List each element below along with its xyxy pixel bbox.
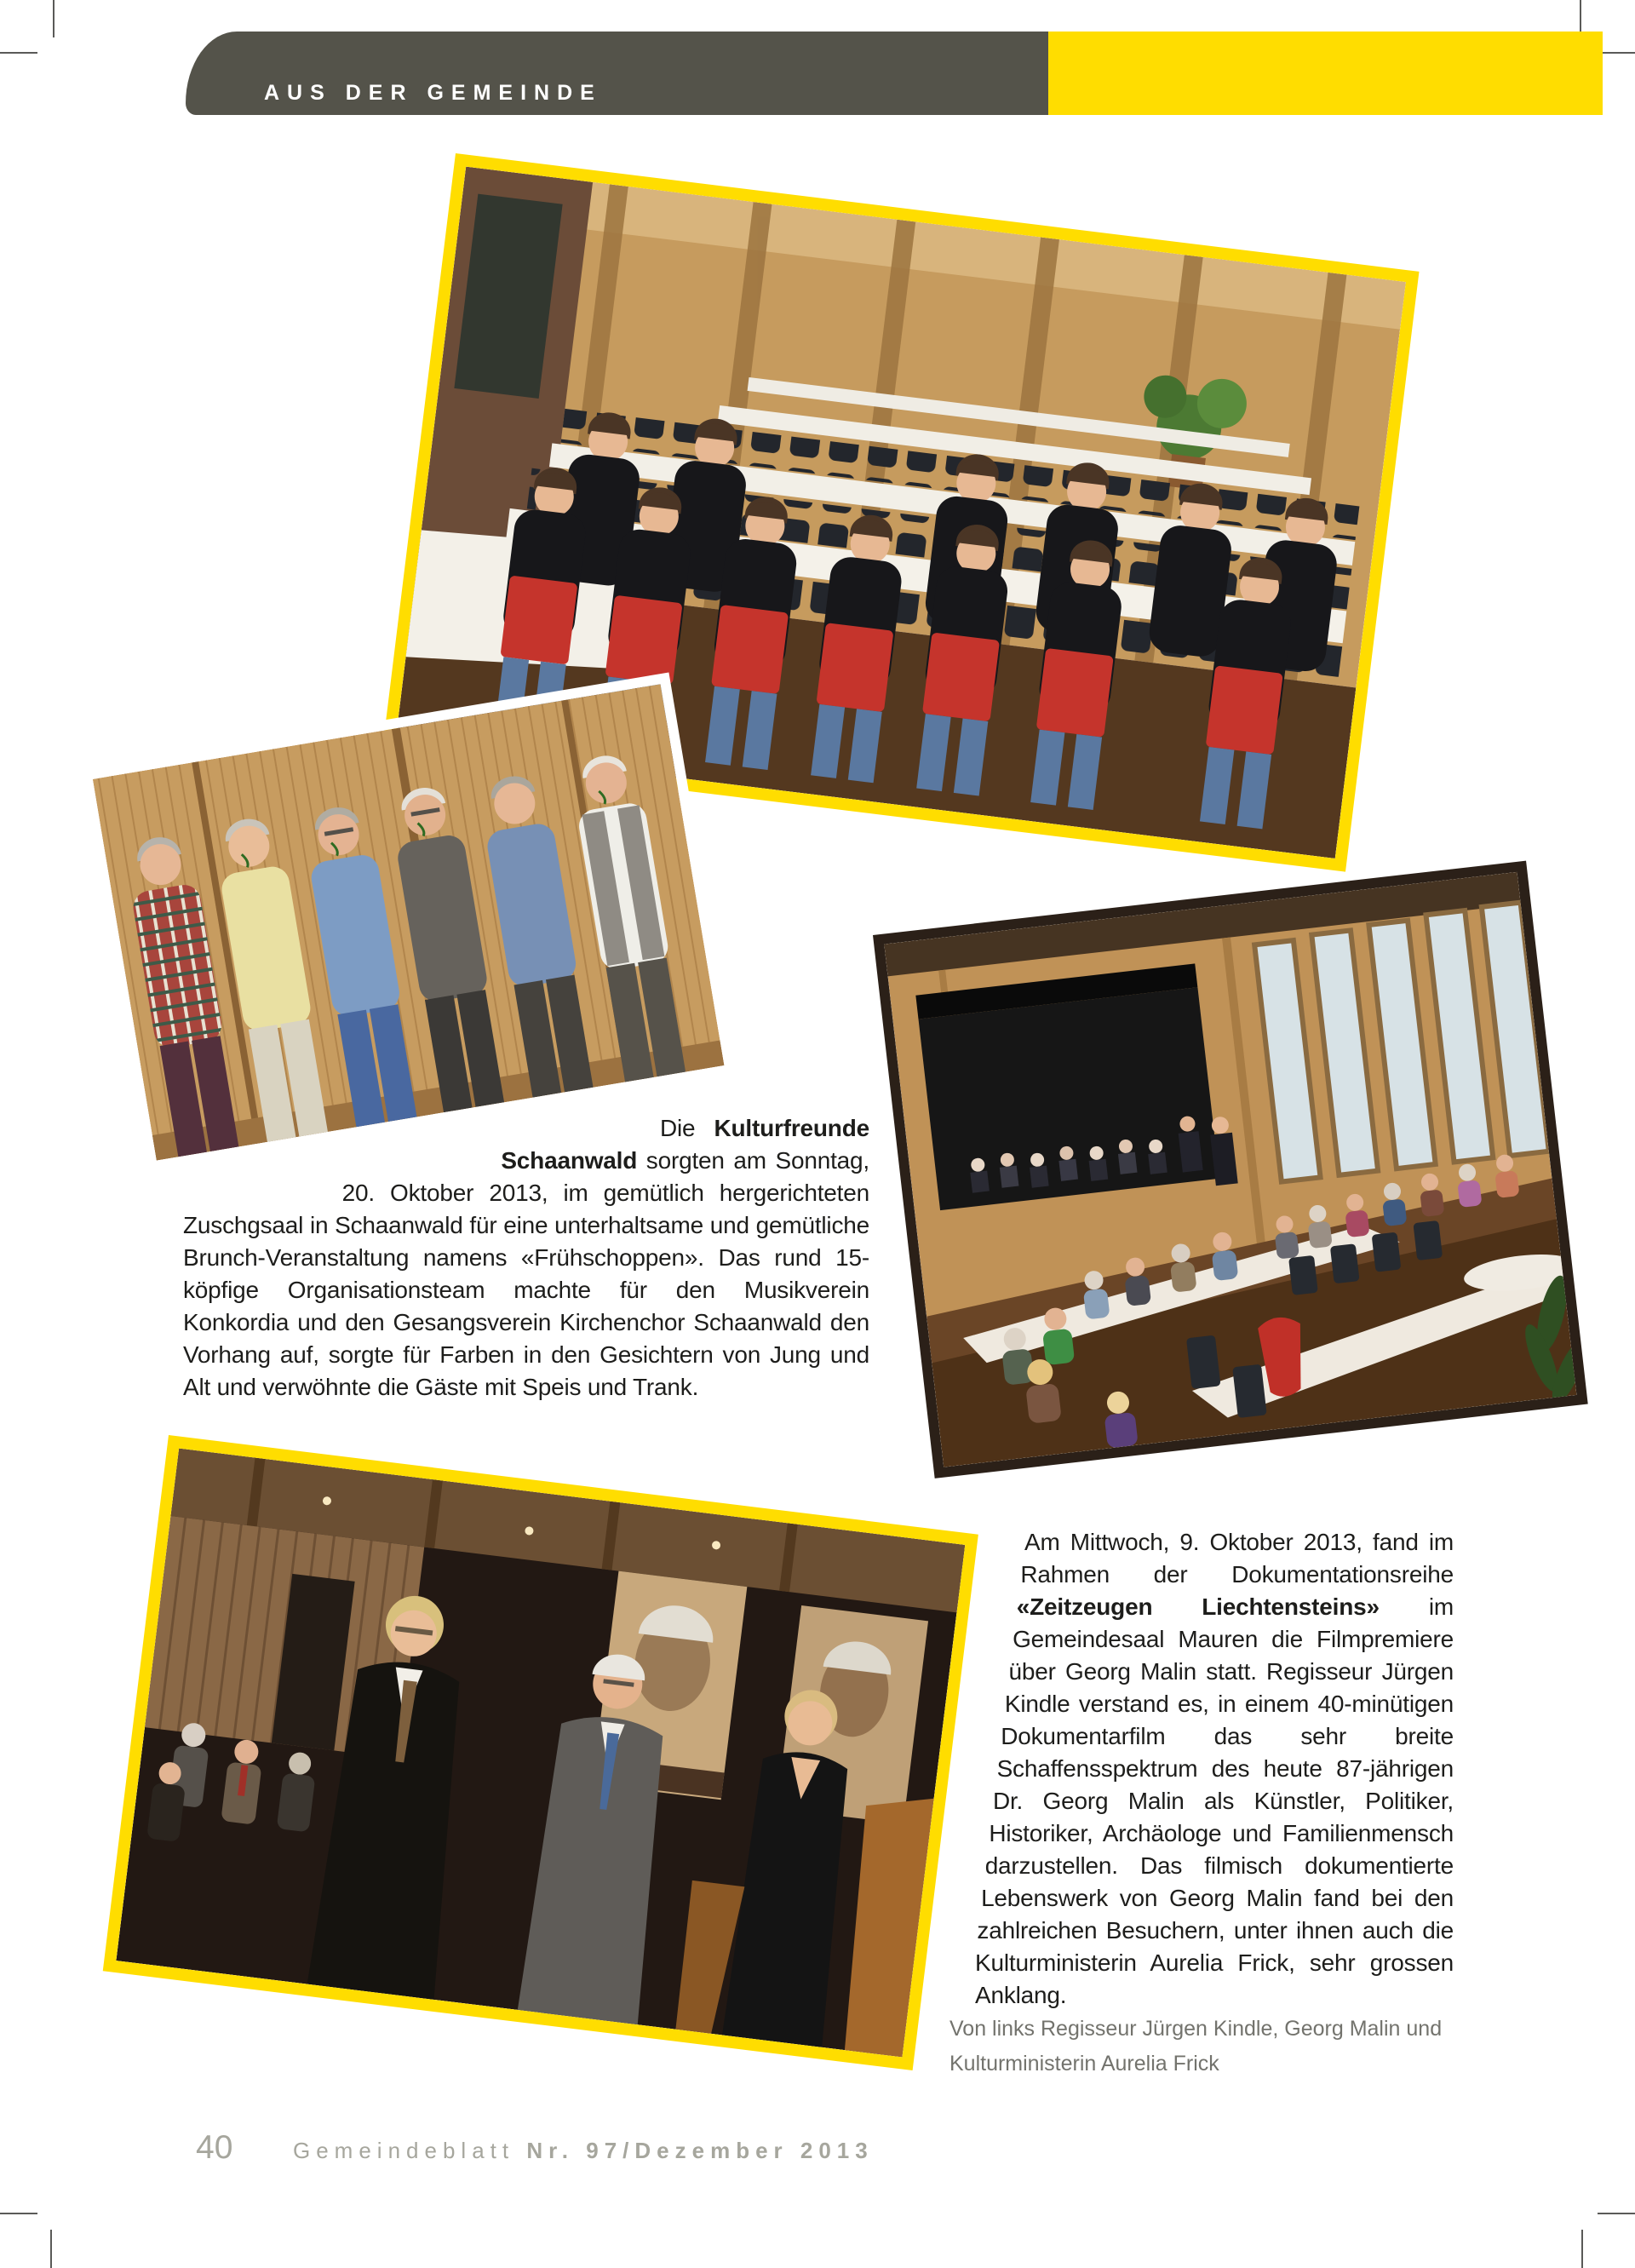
article-text-bold: Kulturfreunde Schaanwald xyxy=(501,1115,869,1174)
footer-issue: Nr. 97/Dezember 2013 xyxy=(526,2138,874,2163)
article-fruehschoppen xyxy=(183,1112,869,1404)
header-accent-bar xyxy=(1048,32,1603,115)
crop-mark xyxy=(50,2230,52,2268)
article-text-rest: sorgten am Sonntag, 20. Oktober 2013, im gemütlich hergerichteten Zuschgsaal in Schaanwald für eine unterhaltsame und gemütliche Brunch-Veranstaltung namens «Frühschoppen». Das rund 15-köpfige Organisationsteam machte für den Musikverein Konkordia und den Gesangsverein Kirchenchor Schaanwald den Vorhang auf, sorgte für Farben in den Gesichtern von Jung und Alt und verwöhnte die Gäste mit Speis und Trank. xyxy=(183,1147,869,1400)
crop-mark xyxy=(53,0,54,37)
photo-hall-brunch xyxy=(873,861,1588,1479)
footer-publication: Gemeindeblatt xyxy=(293,2138,527,2163)
crop-mark xyxy=(1581,2230,1583,2268)
photo-men-row xyxy=(81,672,736,1172)
article-zeitzeugen xyxy=(975,1526,1454,2012)
photo-premiere-trio xyxy=(103,1435,978,2070)
section-header-bar xyxy=(186,32,1048,115)
crop-mark xyxy=(0,2213,37,2214)
crop-mark xyxy=(1598,52,1635,54)
photo-men-illustration xyxy=(93,684,725,1160)
photo-caption: Von links Regisseur Jürgen Kindle, Georg Malin und Kulturministerin Aurelia Frick xyxy=(949,2017,1443,2076)
photo-hall-illustration xyxy=(884,872,1576,1467)
section-title: AUS DER GEMEINDE xyxy=(264,81,602,105)
photo-premiere-illustration xyxy=(116,1449,965,2058)
article-text-rest: im Gemeindesaal Mauren die Filmpremiere über Georg Malin statt. Regisseur Jürgen Kindle verstand es, in einem 40-minütigen Dokumentarfilm das sehr breite Schaffensspektrum des heute 87-jährigen Dr. Georg Malin als Künstler, Politiker, Historiker, Archäologe und Familienmensch darzustellen. Das filmisch dokumentierte Lebenswerk von Georg Malin fand bei den zahlreichen Besuchern, unter ihnen auch die Kulturministerin Aurelia Frick, sehr grossen Anklang. xyxy=(975,1593,1454,2008)
crop-mark xyxy=(0,52,37,54)
page-number: 40 xyxy=(196,2129,233,2166)
footer-publication-line xyxy=(293,2138,874,2164)
article-text-lead: Die xyxy=(660,1115,714,1141)
crop-mark xyxy=(1598,2213,1635,2214)
article-text-bold: «Zeitzeugen Liechtensteins» xyxy=(1016,1593,1380,1620)
article-text-lead: Am Mittwoch, 9. Oktober 2013, fand im Rahmen der Dokumentationsreihe xyxy=(1020,1529,1454,1588)
